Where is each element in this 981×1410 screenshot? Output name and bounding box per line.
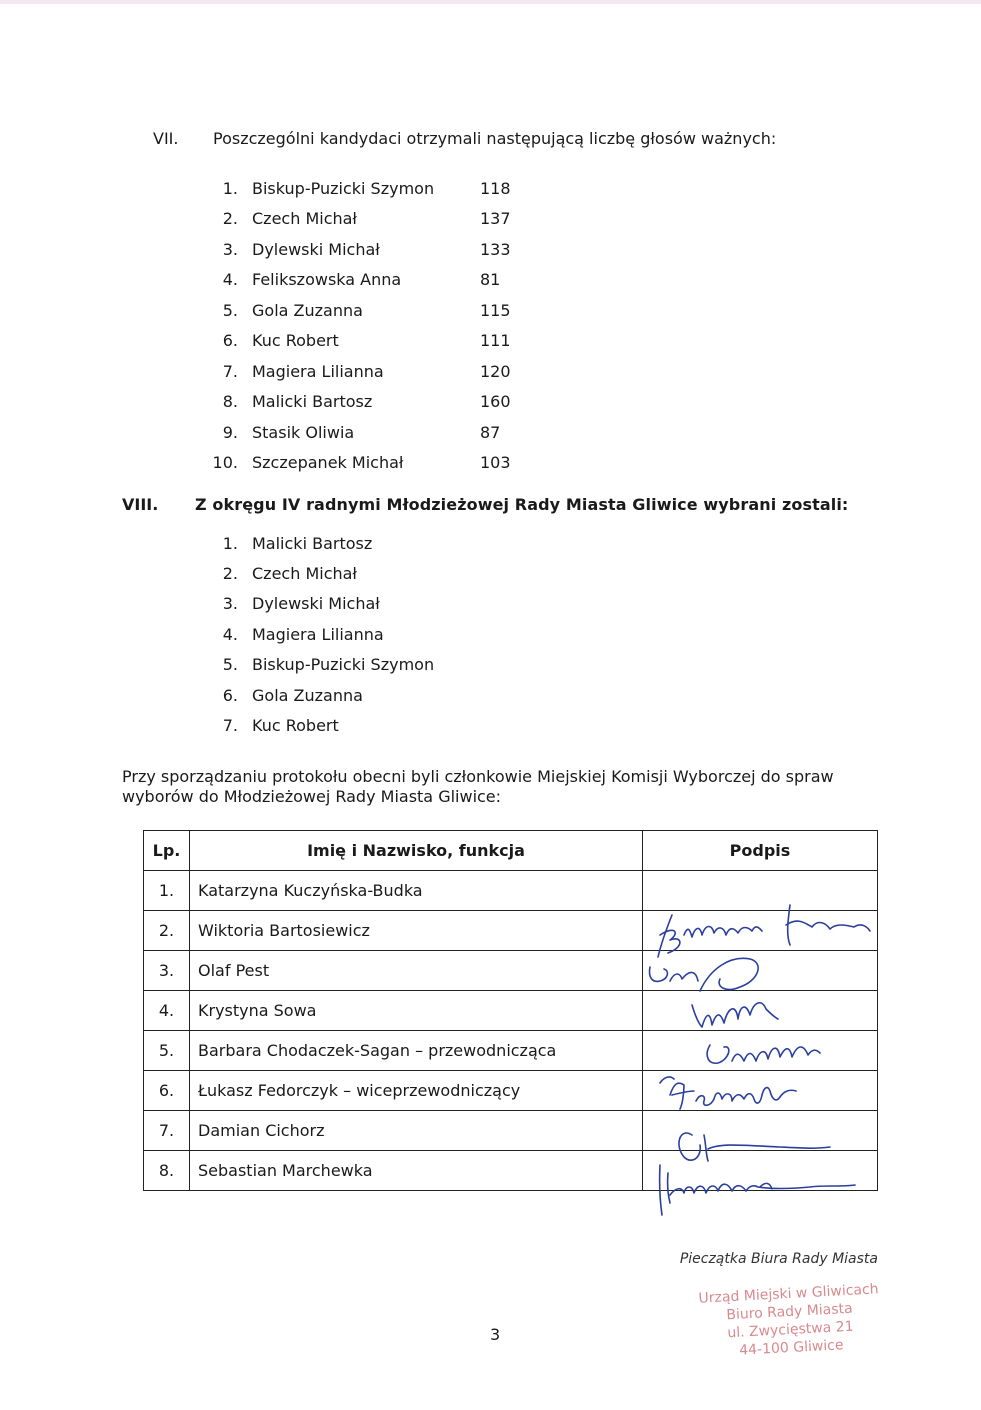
elected-name: Gola Zuzanna	[252, 686, 363, 705]
item-number: 5.	[222, 655, 238, 674]
top-edge-band	[0, 0, 981, 4]
item-number: 5.	[222, 301, 238, 320]
section-8-heading: Z okręgu IV radnymi Młodzieżowej Rady Miasta Gliwice wybrani zostali:	[195, 495, 849, 514]
signature-chodaczek	[707, 1045, 820, 1063]
office-stamp	[678, 1279, 901, 1362]
row-lp: 5.	[144, 1031, 190, 1071]
item-number: 2.	[222, 564, 238, 583]
elected-name: Czech Michał	[252, 564, 357, 583]
header-lp: Lp.	[144, 831, 190, 871]
item-number: 3.	[222, 240, 238, 259]
item-number: 8.	[222, 392, 238, 411]
candidate-name: Szczepanek Michał	[252, 453, 404, 472]
item-number: 7.	[222, 716, 238, 735]
handwritten-signatures	[640, 895, 880, 1225]
stamp-line: Urząd Miejski w Gliwicach	[698, 1281, 879, 1307]
candidate-name: Dylewski Michał	[252, 240, 380, 259]
elected-name: Biskup-Puzicki Szymon	[252, 655, 435, 674]
candidate-name: Czech Michał	[252, 209, 357, 228]
section-8-number: VIII.	[122, 495, 159, 514]
row-name: Wiktoria Bartosiewicz	[190, 911, 643, 951]
stamp-line: Biuro Rady Miasta	[726, 1300, 854, 1324]
vote-count: 81	[480, 270, 501, 289]
candidate-name: Felikszowska Anna	[252, 270, 402, 289]
vote-count: 120	[480, 362, 511, 381]
candidate-name: Stasik Oliwia	[252, 423, 355, 442]
item-number: 4.	[222, 625, 238, 644]
item-number: 1.	[222, 179, 238, 198]
attendance-paragraph: Przy sporządzaniu protokołu obecni byli członkowie Miejskiej Komisji Wyborczej do spraw wyborów do Młodzieżowej Rady Miasta Gliwice:	[122, 767, 834, 806]
item-number: 6.	[222, 331, 238, 350]
vote-count: 118	[480, 179, 511, 198]
page-number: 3	[490, 1325, 501, 1344]
vote-count: 137	[480, 209, 511, 228]
item-number: 3.	[222, 594, 238, 613]
row-name: Łukasz Fedorczyk – wiceprzewodniczący	[190, 1071, 643, 1111]
stamp-line: ul. Zwycięstwa 21	[726, 1318, 854, 1342]
signature-fedorczyk	[660, 1077, 796, 1109]
vote-count: 160	[480, 392, 511, 411]
signature-pest	[649, 958, 758, 991]
item-number: 4.	[222, 270, 238, 289]
item-number: 2.	[222, 209, 238, 228]
row-name: Damian Cichorz	[190, 1111, 643, 1151]
row-lp: 3.	[144, 951, 190, 991]
elected-name: Magiera Lilianna	[252, 625, 384, 644]
table-header-row	[144, 831, 878, 871]
row-lp: 7.	[144, 1111, 190, 1151]
candidate-name: Magiera Lilianna	[252, 362, 384, 381]
row-name: Olaf Pest	[190, 951, 643, 991]
item-number: 1.	[222, 534, 238, 553]
vote-count: 87	[480, 423, 501, 442]
stamp-line: 44-100 Gliwice	[738, 1337, 844, 1359]
elected-name: Dylewski Michał	[252, 594, 380, 613]
item-number: 7.	[222, 362, 238, 381]
signature-marchewka	[660, 1165, 855, 1215]
row-name: Katarzyna Kuczyńska-Budka	[190, 871, 643, 911]
candidate-name: Gola Zuzanna	[252, 301, 363, 320]
header-name: Imię i Nazwisko, funkcja	[190, 831, 643, 871]
signature-cichorz	[679, 1133, 830, 1161]
item-number: 10.	[212, 453, 238, 472]
signature-sowa	[692, 1003, 778, 1027]
vote-count: 115	[480, 301, 511, 320]
vote-count: 103	[480, 453, 511, 472]
row-lp: 2.	[144, 911, 190, 951]
elected-name: Malicki Bartosz	[252, 534, 373, 553]
row-name: Sebastian Marchewka	[190, 1151, 643, 1191]
row-lp: 8.	[144, 1151, 190, 1191]
section-7-heading: Poszczególni kandydaci otrzymali następującą liczbę głosów ważnych:	[213, 129, 777, 148]
row-lp: 6.	[144, 1071, 190, 1111]
elected-name: Kuc Robert	[252, 716, 339, 735]
row-name: Krystyna Sowa	[190, 991, 643, 1031]
signature-bartosiewicz	[658, 905, 870, 957]
candidate-name: Biskup-Puzicki Szymon	[252, 179, 435, 198]
vote-count: 111	[480, 331, 511, 350]
row-lp: 1.	[144, 871, 190, 911]
item-number: 9.	[222, 423, 238, 442]
stamp-label: Pieczątka Biura Rady Miasta	[679, 1251, 878, 1267]
candidate-name: Kuc Robert	[252, 331, 339, 350]
header-signature: Podpis	[643, 831, 878, 871]
item-number: 6.	[222, 686, 238, 705]
section-7-number: VII.	[153, 129, 179, 148]
row-lp: 4.	[144, 991, 190, 1031]
candidate-name: Malicki Bartosz	[252, 392, 373, 411]
row-name: Barbara Chodaczek-Sagan – przewodnicząca	[190, 1031, 643, 1071]
vote-count: 133	[480, 240, 511, 259]
